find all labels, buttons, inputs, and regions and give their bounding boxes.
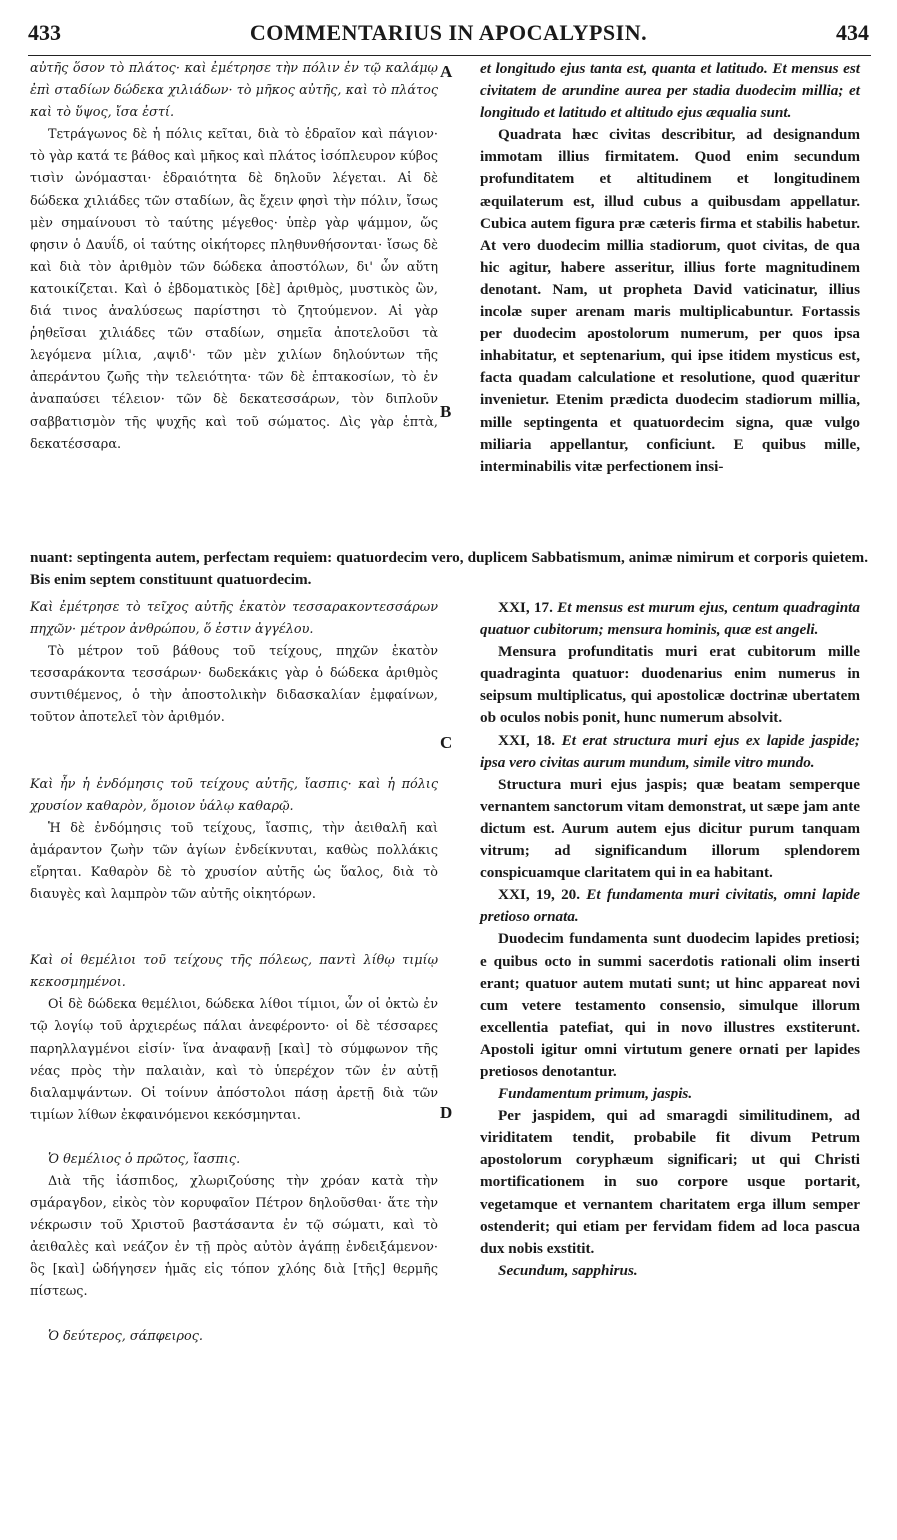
latin-commentary: Quadrata hæc civitas describitur, ad designandum immotam illius firmitatem. Quod enim secundum profunditatem et altitudinem et longitudinem æquilaterum est, illud cubus a quibusdam appellatur. Cubica autem figura præ cæteris firma et stabilis habetur. At vero duodecim millia stadiorum, quot civitas, de qua hic agitur, habere asseritur, illius forte magnitudinem denotant. Nam, ut propheta David vaticinatur, illius incolæ super arenam maris multiplicabuntur. Fortassis per duodecim apostolorum numerum, per quos ipsa inhabitatur, et septenarium, qui ipse itidem mysticus est, facta quadam calculatione et resolutione, quod quæritur invenietur. Etenim prædicta duodecim stadiorum millia, mille septingenta et quatuordecim signa, quæ vulgo miliaria appellantur, conficiunt. E quibus mille, interminabilis vitæ perfectionem insi- <box>480 126 860 475</box>
latin-section-comment: Structura muri ejus jaspis; quæ beatam semperque vernantem sanctorum vitam demonstrat, ut sæpe jam ante dictum est. Aurum autem ejus dicitur purum tanquam vitrum; ad significandum illorum splendorem conspicuamque claritatem qui in ea habitant. <box>480 775 860 882</box>
verse-reference: XXI, 19, 20. <box>498 886 581 904</box>
margin-marker-a: A <box>440 62 453 81</box>
running-title: COMMENTARIUS IN APOCALYPSIN. <box>249 20 648 45</box>
latin-continuation <box>30 547 868 591</box>
latin-continuation-text: nuant: septingenta autem, perfectam requiem: quatuordecim vero, duplicem Sabbatismum, animæ nimirum et corporis quietem. Bis enim septem constituunt quatuordecim. <box>30 549 868 589</box>
greek-commentary: Τετράγωνος δὲ ἡ πόλις κεῖται, διὰ τὸ ἑδραῖον καὶ πάγιον· τὸ γὰρ κατά τε βάθος καὶ μῆκος καὶ πλάτος ἰσόπλευρον κύβος τισὶν ὠνόμασται· ἑδραιότητα δὲ δηλοῦν λέγεται. Αἱ δὲ δώδεκα χιλιάδες τῶν σταδίων, ἃς ἔχειν φησὶ τὴν πόλιν, ἴσως μὲν σημαίνουσι τὸ ταύτης μέγεθος· ὑπὲρ γὰρ ψάμμον, ὥς φησιν ὁ Δαυΐδ, οἱ ταύτης οἰκήτορες πληθυνθήσονται· ἴσως δὲ καὶ διὰ τὸν ἀριθμὸν τῶν δώδεκα ἀποστόλων, δι' ὧν αὕτη κατοικίζεται. Καὶ ὁ ἑβδοματικὸς [δὲ] ἀριθμὸς, μυστικὸς ὢν, διά τινος ἀναλύσεως παρίστησι τὸ ζητούμενον. Αἱ γὰρ ῥηθεῖσαι χιλιάδες τῶν σταδίων, σημεῖα ἀποτελοῦσι τὰ λεγόμενα μίλια, ‚αψιδ'· τῶν μὲν χιλίων δηλούντων τῆς ἀπεράντου ζωῆς τὴν τελειότητα· τῶν δὲ ἑπτακοσίων, τὸ ἐν ἀναπαύσει τέλειον· τῶν δὲ δεκατεσσάρων, τὸν διπλοῦν σαββατισμὸν τῆς ψυχῆς καὶ τοῦ σώματος. Δὶς γὰρ ἑπτὰ, δεκατέσσαρα. <box>30 127 438 452</box>
margin-marker-c: C <box>440 733 453 752</box>
page-number-right: 434 <box>836 20 869 45</box>
margin-marker-b: B <box>440 402 452 421</box>
latin-section <box>480 1083 860 1260</box>
latin-section-comment: Per jaspidem, qui ad smaragdi similitudinem, ad viriditatem tendit, probabile fit divum Petrum apostolorum coryphæum significari; ut qui Christi mortificationem in suo corpore usque portarit, vegetamque et vernantem charitatem erga illum semper ostenderit; qui etiam per fervidam fidem ad loca pascua dux nobis exstitit. <box>480 1107 860 1257</box>
greek-section <box>30 774 438 907</box>
latin-section <box>480 884 860 1083</box>
latin-section-verse: Et fundamenta muri civitatis, omni lapide pretioso ornata. <box>480 886 861 926</box>
greek-column-top <box>30 58 438 456</box>
latin-section-verse: Et erat structura muri ejus ex lapide jaspide; ipsa vero civitas aurum mundum, simile vitro mundo. <box>480 731 860 771</box>
latin-section-verse: Secundum, sapphirus. <box>498 1261 638 1279</box>
greek-section-verse: Καὶ οἱ θεμέλιοι τοῦ τείχους τῆς πόλεως, παντὶ λίθῳ τιμίῳ κεκοσμημένοι. <box>30 953 438 991</box>
greek-section <box>30 950 438 1127</box>
greek-section-comment: Ἡ δὲ ἐνδόμησις τοῦ τείχους, ἴασπις, τὴν ἀειθαλῆ καὶ ἀμάραντον ζωὴν τῶν ἁγίων ἐνδείκνυται, καθὼς πολλάκις εἴρηται. Καθαρὸν δὲ τὸ χρυσίον αὐτῆς ὡς ὕαλος, διὰ τὸ διαυγὲς καὶ λαμπρὸν τῶν αὐτῆς οἰκητόρων. <box>30 820 438 903</box>
greek-section <box>30 1326 438 1348</box>
greek-section-comment: Τὸ μέτρον τοῦ βάθους τοῦ τείχους, πηχῶν ἑκατὸν τεσσαράκοντα τεσσάρων· δωδεκάκις γὰρ ὁ δώδεκα ἀριθμὸς συντιθέμενος, ὁ τὴν ἀποστολικὴν διδασκαλίαν ἐμφαίνων, τοῦτον ἀποτελεῖ τὸν ἀριθμόν. <box>30 644 438 726</box>
greek-section-verse: Καὶ ἐμέτρησε τὸ τεῖχος αὐτῆς ἑκατὸν τεσσαρακοντεσσάρων πηχῶν· μέτρον ἀνθρώπου, ὅ ἐστιν ἀγγέλου. <box>30 600 438 638</box>
page-number-left: 433 <box>28 20 61 45</box>
margin-marker-d: D <box>440 1103 453 1122</box>
greek-section <box>30 597 438 730</box>
greek-column-bottom <box>30 597 438 1348</box>
latin-section-verse: Fundamentum primum, jaspis. <box>498 1085 693 1103</box>
verse-reference: XXI, 18. <box>498 731 556 749</box>
latin-section <box>480 730 860 885</box>
latin-column-bottom <box>480 597 860 1282</box>
page-header <box>28 10 869 50</box>
latin-verse: et longitudo ejus tanta est, quanta et latitudo. Et mensus est civitatem de arundine aurea per stadia duodecim millia; et longitudo et latitudo et altitudo ejus æqualia sunt. <box>480 60 860 122</box>
verse-reference: XXI, 17. <box>498 599 553 616</box>
latin-section-verse: Et mensus est murum ejus, centum quadraginta quatuor cubitorum; mensura hominis, quæ est angeli. <box>480 599 860 639</box>
greek-section-verse: Καὶ ἦν ἡ ἐνδόμησις τοῦ τείχους αὐτῆς, ἴασπις· καὶ ἡ πόλις χρυσίον καθαρὸν, ὅμοιον ὑάλῳ καθαρῷ. <box>30 776 438 814</box>
latin-section <box>480 597 860 730</box>
greek-section <box>30 1149 438 1304</box>
latin-section <box>480 1260 860 1282</box>
latin-section-comment: Mensura profunditatis muri erat cubitorum mille quadraginta quatuor: duodenarius enim numerus in seipsum multiplicatus, qui apostolicæ doctrinæ ubertatem ob oculos nobis ponit, hunc numerum absolvit. <box>480 643 860 727</box>
latin-column-top <box>480 58 860 478</box>
greek-verse: αὐτῆς ὅσον τὸ πλάτος· καὶ ἐμέτρησε τὴν πόλιν ἐν τῷ καλάμῳ ἐπὶ σταδίων δώδεκα χιλιάδων· τὸ μῆκος αὐτῆς, καὶ τὸ πλάτος καὶ τὸ ὕψος, ἴσα ἐστί. <box>30 61 438 121</box>
greek-section-comment: Οἱ δὲ δώδεκα θεμέλιοι, δώδεκα λίθοι τίμιοι, ὧν οἱ ὀκτὼ ἐν τῷ λογίῳ τοῦ ἀρχιερέως πάλαι ἀνεφέροντο· οἱ δὲ τέσσαρες παρηλλαγμένοι εἰσίν· ἵνα ἀναφανῇ [καὶ] τὸ σύμφωνον τῆς νέας πρὸς τὴν παλαιὰν, καὶ τὸ ὑπερέχον τῶν ἐν αὐτῇ διαλαμψάντων. Οἱ τοίνυν ἀπόστολοι πάσῃ ἀρετῇ διὰ τῶν τιμίων λίθων ἐκφαινόμενοι κεκόσμηνται. <box>30 997 438 1123</box>
header-rule <box>28 55 871 56</box>
latin-section-comment: Duodecim fundamenta sunt duodecim lapides pretiosi; e quibus octo in summi sacerdotis rationali olim inserti erant; quatuor autem mutati sunt; ut hinc appareat novi cum vetere testamento consensio, simulque illorum excellentia patefiat, qui in novo illustres exstiterunt. Apostoli igitur omni virtutum genere ornati per lapides pretiosos denotantur. <box>480 930 860 1080</box>
greek-section-verse: Ὁ θεμέλιος ὁ πρῶτος, ἴασπις. <box>48 1151 241 1167</box>
greek-section-verse: Ὁ δεύτερος, σάπφειρος. <box>48 1328 203 1344</box>
greek-section-comment: Διὰ τῆς ἰάσπιδος, χλωριζούσης τὴν χρόαν κατὰ τὴν σμάραγδον, εἰκὸς τὸν κορυφαῖον Πέτρον δηλοῦσθαι· ἅτε τὴν νέκρωσιν τοῦ Χριστοῦ βαστάσαντα ἐν τῷ σώματι, καὶ τὸ ἀειθαλὲς καὶ νεάζον ἐν τῇ πρὸς αὐτὸν ἀγάπῃ ἐνδειξάμενον· ὃς [καὶ] ὡδήγησεν ἡμᾶς εἰς τόπον χλόης διὰ [τῆς] θερμῆς πίστεως. <box>30 1173 438 1300</box>
